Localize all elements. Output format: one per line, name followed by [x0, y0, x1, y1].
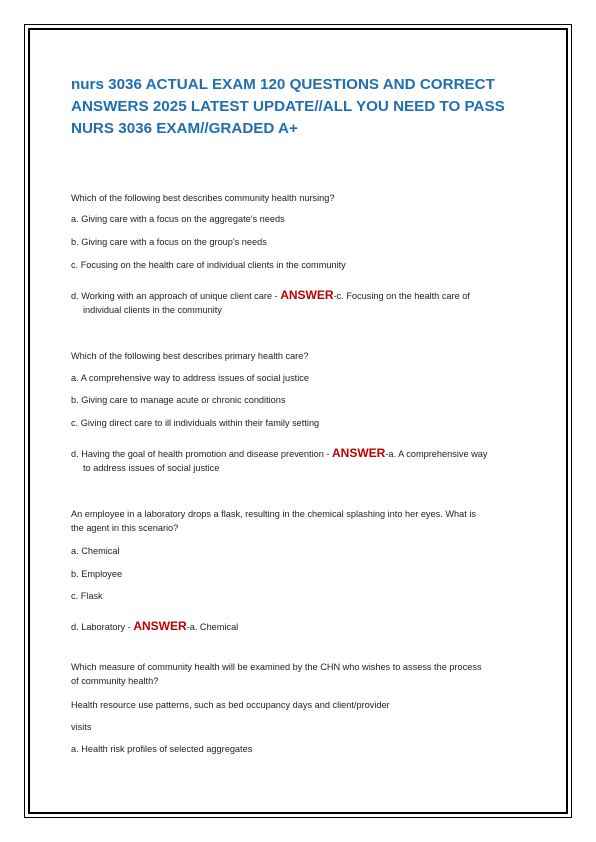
q2-option-d — [71, 446, 541, 475]
document-header — [71, 74, 531, 140]
q1-option-d — [71, 288, 541, 317]
q1-option-b: b. Giving care with a focus on the group's needs — [71, 237, 267, 247]
q1-answer-cont: individual clients in the community — [83, 305, 222, 315]
q1-answer-label: ANSWER — [280, 288, 334, 302]
document-title: nurs 3036 ACTUAL EXAM 120 QUESTIONS AND CORRECT ANSWERS 2025 LATEST UPDATE//ALL YOU NEED TO PASS NURS 3036 EXAM//GRADED A+ — [71, 76, 505, 137]
q4-question-l2: of community health? — [71, 676, 159, 686]
q1-option-c: c. Focusing on the health care of individual clients in the community — [71, 260, 346, 270]
q3-answer-label: ANSWER — [133, 619, 187, 633]
q1-question: Which of the following best describes community health nursing? — [71, 193, 335, 203]
q1-option-a: a. Giving care with a focus on the aggregate's needs — [71, 214, 285, 224]
q2-option-b: b. Giving care to manage acute or chronic conditions — [71, 395, 286, 405]
q3-option-d — [71, 619, 541, 634]
q2-answer-cont: to address issues of social justice — [83, 463, 220, 473]
q3-answer-text: -a. Chemical — [186, 622, 239, 632]
q3-question-l2: the agent in this scenario? — [71, 523, 179, 533]
q4-option-a: a. Health risk profiles of selected aggregates — [71, 744, 253, 754]
q4-question-l1: Which measure of community health will be examined by the CHN who wishes to assess the process — [71, 662, 482, 672]
q2-answer-label: ANSWER — [332, 446, 386, 460]
q4-line1: Health resource use patterns, such as bed occupancy days and client/provider — [71, 700, 390, 710]
q3-question — [71, 507, 541, 535]
q2-option-a: a. A comprehensive way to address issues of social justice — [71, 373, 309, 383]
q3-d-text: d. Laboratory - — [71, 622, 134, 632]
q2-d-text: d. Having the goal of health promotion and disease prevention - — [71, 449, 332, 459]
q3-option-b: b. Employee — [71, 569, 123, 579]
q3-question-l1: An employee in a laboratory drops a flask, resulting in the chemical splashing into her eyes. What is — [71, 509, 476, 519]
q4-question — [71, 660, 541, 688]
q2-option-c: c. Giving direct care to ill individuals within their family setting — [71, 418, 320, 428]
q2-answer-text: -a. A comprehensive way — [385, 449, 488, 459]
q4-line2: visits — [71, 722, 92, 732]
q2-question: Which of the following best describes primary health care? — [71, 351, 309, 361]
q1-d-text: d. Working with an approach of unique client care - — [71, 291, 281, 301]
q3-option-c: c. Flask — [71, 591, 103, 601]
q1-answer-text: -c. Focusing on the health care of — [333, 291, 470, 301]
q3-option-a: a. Chemical — [71, 546, 120, 556]
